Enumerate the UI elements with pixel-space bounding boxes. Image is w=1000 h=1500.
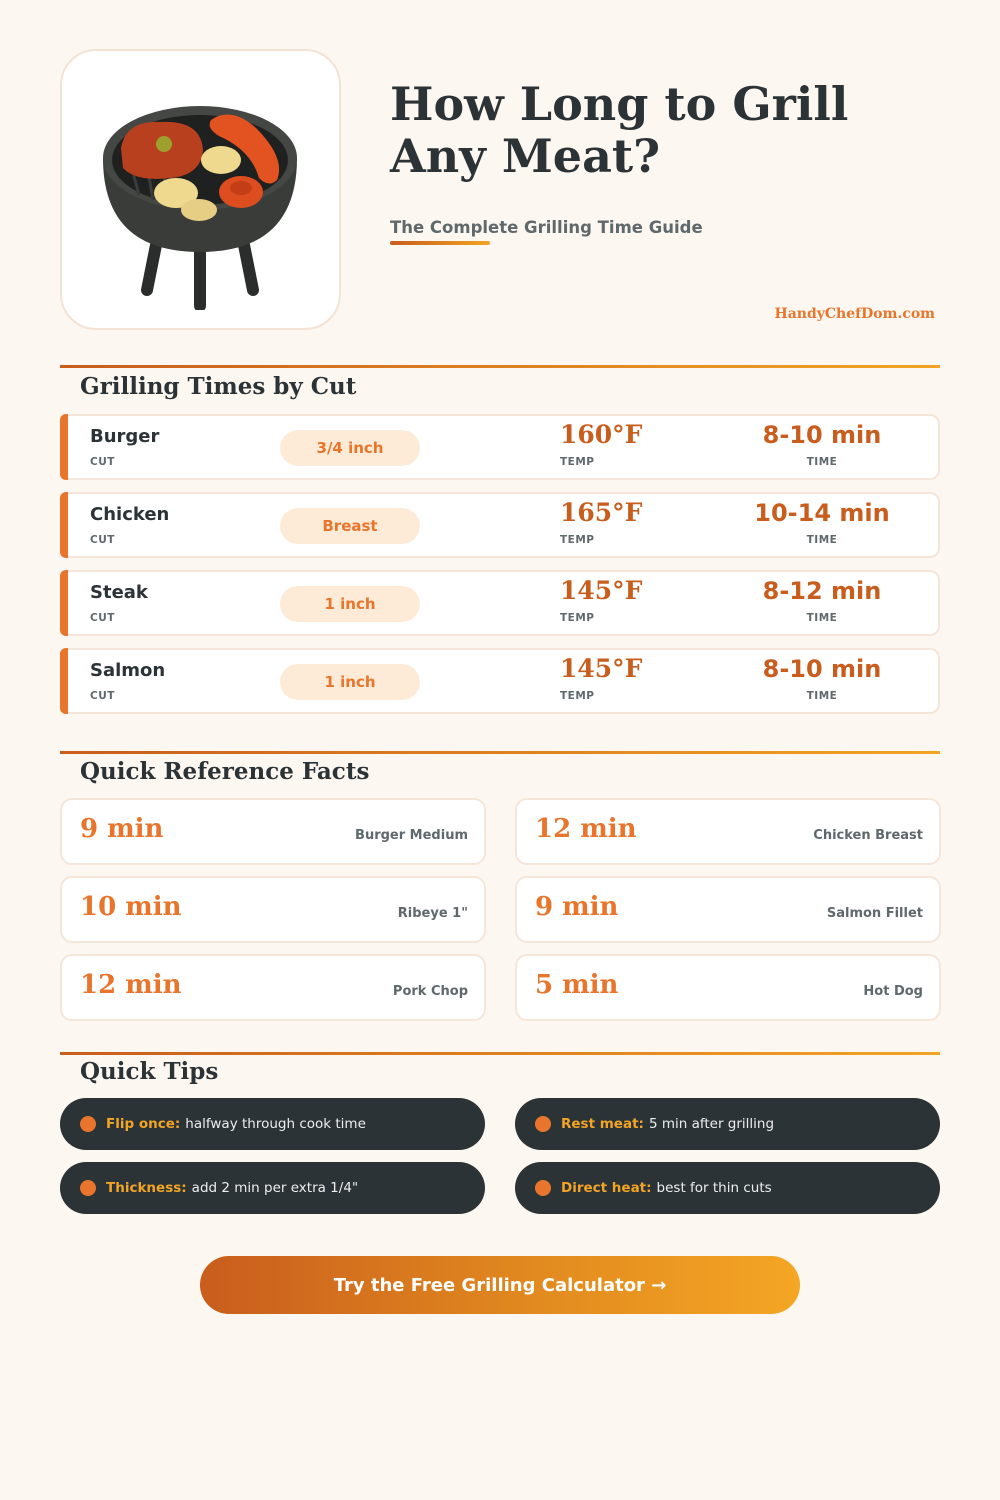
tip-key: Direct heat: (561, 1180, 652, 1196)
bullet-dot-icon (535, 1180, 551, 1196)
cut-row-salmon (60, 648, 940, 714)
cut-name: Steak (90, 582, 148, 603)
time-value: 8-10 min (762, 655, 882, 683)
cut-row-burger (60, 414, 940, 480)
tip-text: add 2 min per extra 1/4" (191, 1180, 359, 1196)
fact-label: Pork Chop (392, 984, 468, 999)
cut-label: CUT (90, 456, 115, 468)
cut-row-steak (60, 570, 940, 636)
tip-item (60, 1162, 485, 1214)
temp-value: 145°F (560, 654, 643, 683)
row-accent-bar (60, 414, 68, 480)
page-title: How Long to Grill Any Meat? (390, 77, 849, 183)
bullet-dot-icon (535, 1116, 551, 1132)
fact-card (60, 876, 486, 943)
cut-label: CUT (90, 612, 115, 624)
thickness-pill: 3/4 inch (280, 430, 420, 466)
fact-card (515, 798, 941, 865)
fact-label: Chicken Breast (813, 828, 923, 843)
fact-value: 12 min (535, 814, 637, 844)
fact-label: Ribeye 1" (397, 906, 468, 921)
bullet-dot-icon (80, 1116, 96, 1132)
facts-section-title: Quick Reference Facts (80, 758, 370, 785)
thickness-pill: 1 inch (280, 586, 420, 622)
fact-card (60, 954, 486, 1021)
tip-key: Rest meat: (561, 1116, 644, 1132)
cut-label: CUT (90, 534, 115, 546)
temp-label: TEMP (560, 534, 595, 546)
tip-key: Flip once: (106, 1116, 181, 1132)
tip-text: halfway through cook time (185, 1116, 366, 1132)
tip-key: Thickness: (106, 1180, 187, 1196)
temp-value: 165°F (560, 498, 643, 527)
time-value: 8-10 min (762, 421, 882, 449)
section-divider (60, 751, 940, 754)
cuts-section-title: Grilling Times by Cut (80, 373, 357, 400)
tip-item (515, 1098, 940, 1150)
fact-value: 12 min (80, 970, 182, 1000)
fact-value: 9 min (80, 814, 164, 844)
grill-image (60, 49, 341, 330)
grilling-calculator-button[interactable]: Try the Free Grilling Calculator → (200, 1256, 800, 1314)
cut-name: Chicken (90, 504, 170, 525)
time-value: 8-12 min (762, 577, 882, 605)
cut-row-chicken (60, 492, 940, 558)
row-accent-bar (60, 648, 68, 714)
cut-name: Burger (90, 426, 160, 447)
tip-text: best for thin cuts (656, 1180, 772, 1196)
tip-text: 5 min after grilling (648, 1116, 775, 1132)
fact-label: Hot Dog (863, 984, 923, 999)
fact-value: 5 min (535, 970, 619, 1000)
fact-value: 10 min (80, 892, 182, 922)
fact-card (515, 876, 941, 943)
tips-section-title: Quick Tips (80, 1058, 219, 1085)
bullet-dot-icon (80, 1180, 96, 1196)
section-divider (60, 1052, 940, 1055)
temp-label: TEMP (560, 690, 595, 702)
cut-name: Salmon (90, 660, 166, 681)
cut-label: CUT (90, 690, 115, 702)
grill-icon (81, 70, 321, 310)
fact-label: Salmon Fillet (826, 906, 923, 921)
fact-label: Burger Medium (355, 828, 468, 843)
tip-item (60, 1098, 485, 1150)
time-label: TIME (806, 612, 838, 624)
tip-item (515, 1162, 940, 1214)
brand-link[interactable]: HandyChefDom.com (774, 306, 935, 322)
page-subtitle: The Complete Grilling Time Guide (390, 218, 703, 237)
temp-label: TEMP (560, 456, 595, 468)
fact-value: 9 min (535, 892, 619, 922)
temp-value: 160°F (560, 420, 643, 449)
time-label: TIME (806, 456, 838, 468)
thickness-pill: 1 inch (280, 664, 420, 700)
time-label: TIME (806, 534, 838, 546)
fact-card (515, 954, 941, 1021)
row-accent-bar (60, 570, 68, 636)
time-label: TIME (806, 690, 838, 702)
subtitle-underline (390, 241, 490, 245)
thickness-pill: Breast (280, 508, 420, 544)
section-divider (60, 365, 940, 368)
temp-label: TEMP (560, 612, 595, 624)
time-value: 10-14 min (754, 499, 890, 527)
row-accent-bar (60, 492, 68, 558)
fact-card (60, 798, 486, 865)
temp-value: 145°F (560, 576, 643, 605)
